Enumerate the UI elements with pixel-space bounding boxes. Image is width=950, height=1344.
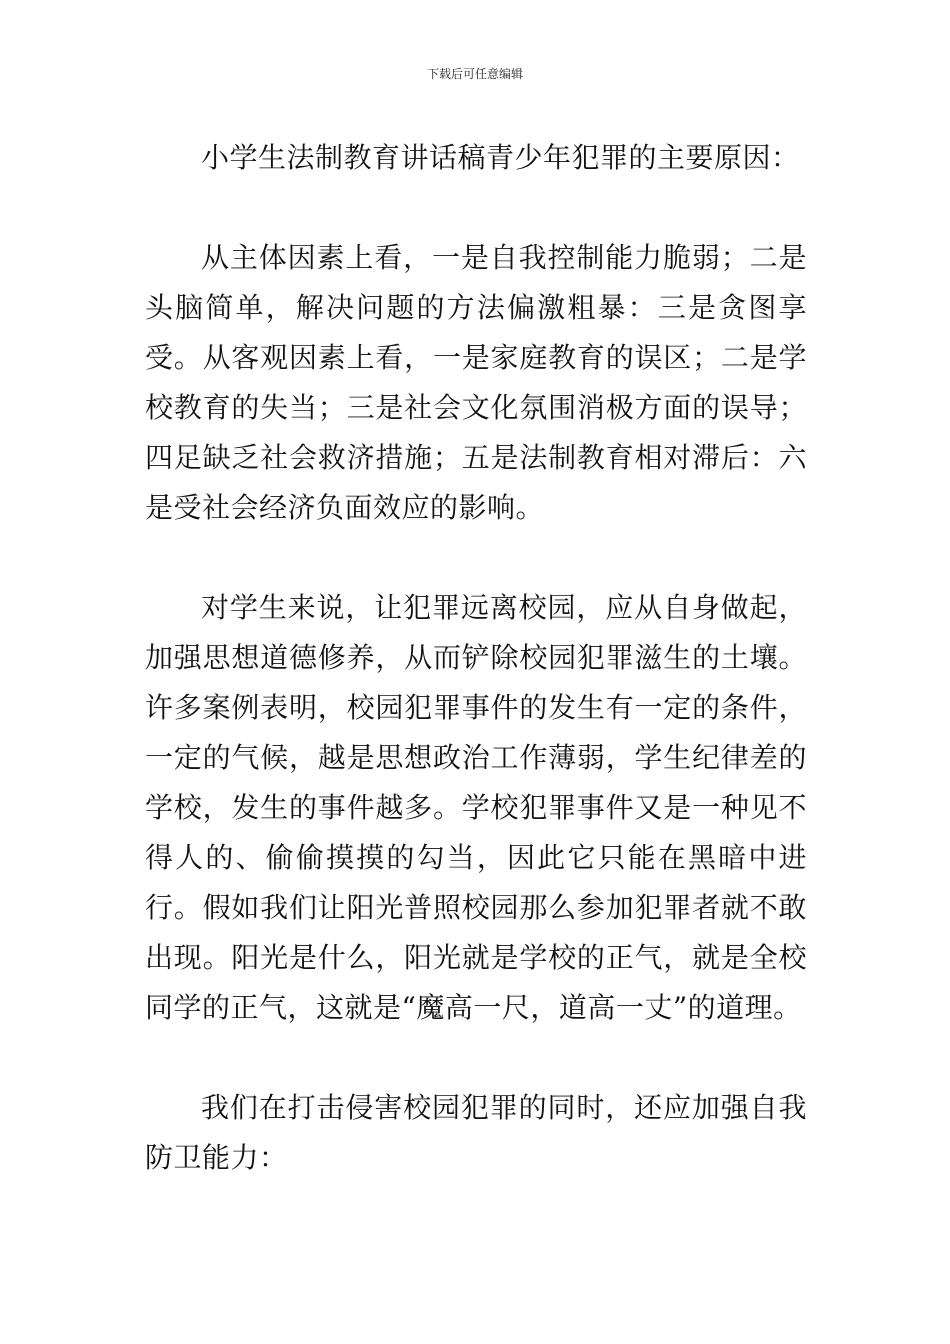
student-advice-paragraph: 对学生来说，让犯罪远离校园，应从自身做起，加强思想道德修养，从而铲除校园犯罪滋生的土壤。许多案例表明，校园犯罪事件的发生有一定的条件，一定的气候，越是思想政治工作薄弱，学生纪律差的学校，发生的事件越多。学校犯罪事件又是一种见不得人的、偷偷摸摸的勾当，因此它只能在黑暗中进行。假如我们让阳光普照校园那么参加犯罪者就不敢出现。阳光是什么，阳光就是学校的正气，就是全校同学的正气，这就是“魔高一尺，道高一丈”的道理。 xyxy=(145,591,807,1024)
document-title-paragraph: 小学生法制教育讲话稿青少年犯罪的主要原因： xyxy=(201,141,800,174)
causes-paragraph: 从主体因素上看，一是自我控制能力脆弱；二是头脑简单，解决问题的方法偏激粗暴：三是贪图享受。从客观因素上看，一是家庭教育的误区；二是学校教育的失当；三是社会文化氛围消极方面的误导；四足缺乏社会救济措施；五是法制教育相对滞后：六是受社会经济负面效应的影响。 xyxy=(145,241,807,524)
self-defense-paragraph: 我们在打击侵害校园犯罪的同时，还应加强自我防卫能力： xyxy=(145,1091,807,1174)
document-body xyxy=(145,133,807,1183)
page-header-note: 下载后可任意编辑 xyxy=(426,67,523,81)
